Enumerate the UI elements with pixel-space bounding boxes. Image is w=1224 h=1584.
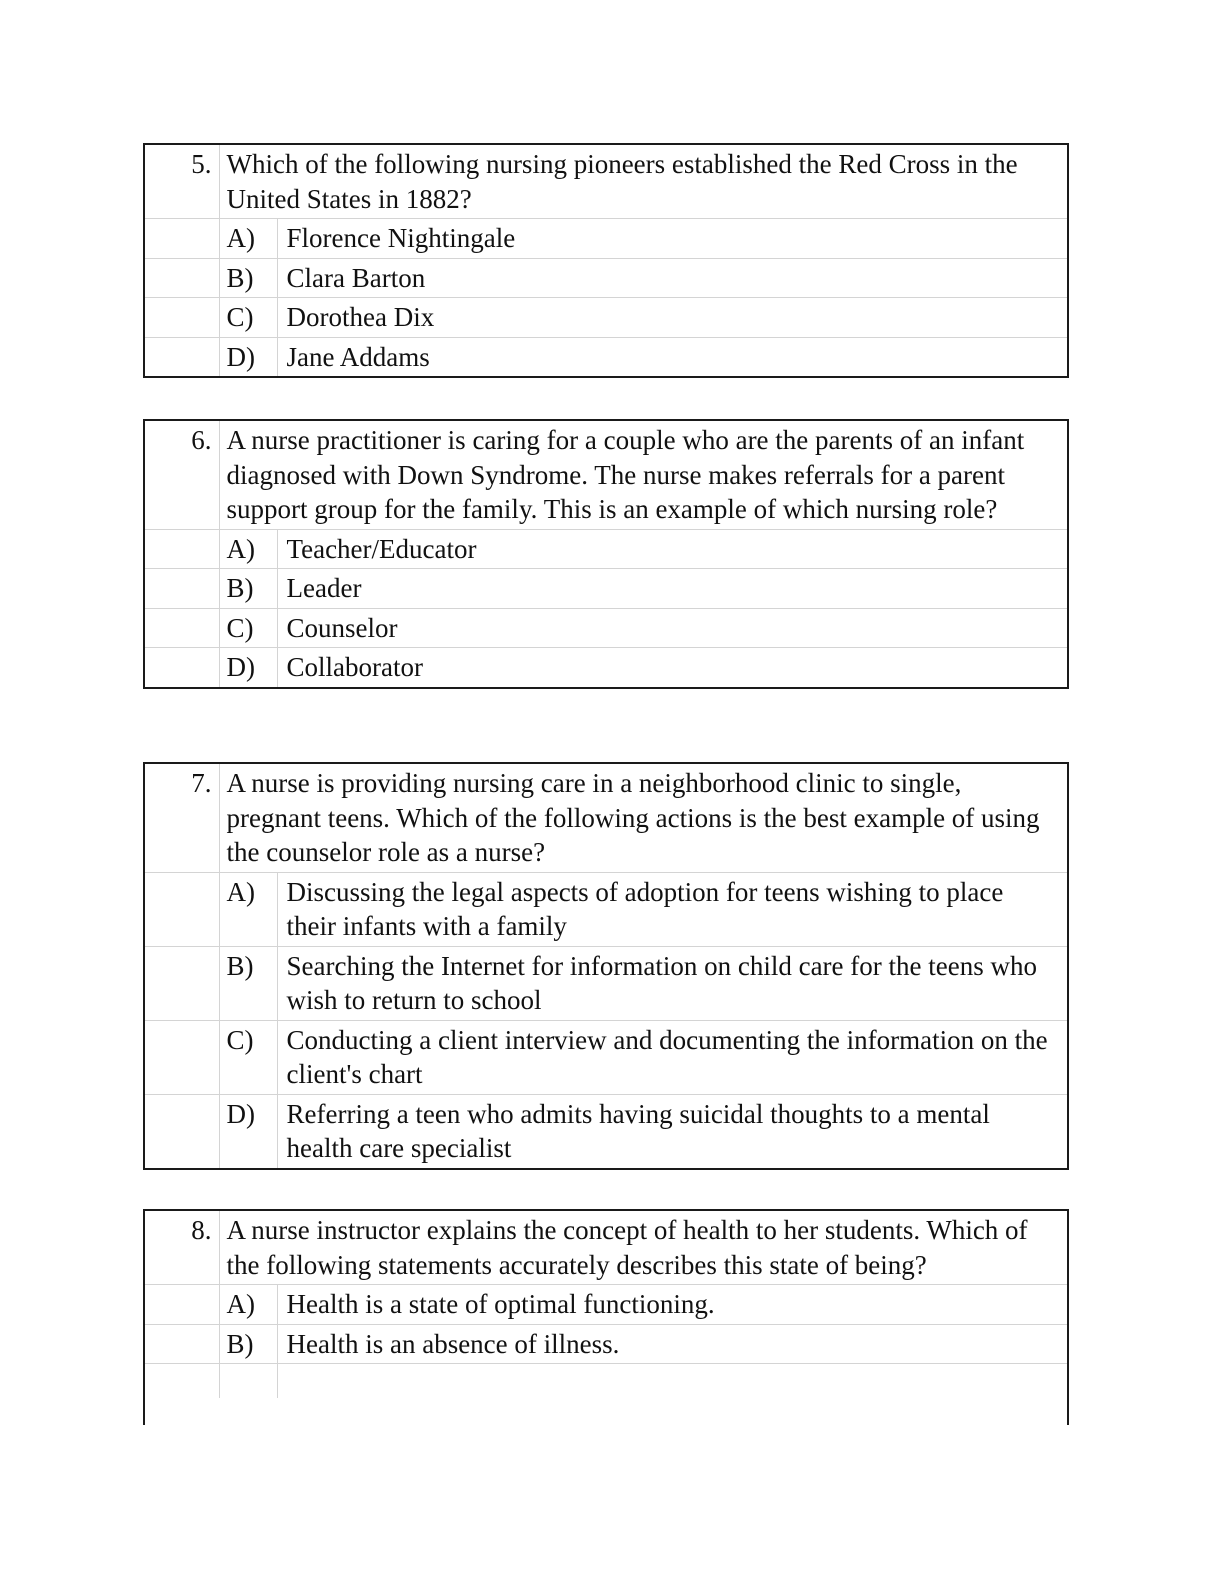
question-8 — [143, 1209, 1069, 1425]
option-letter: D) — [219, 648, 277, 687]
option-text: Conducting a client interview and documenting the information on the client's chart — [277, 1020, 1067, 1094]
question-stem-row — [145, 764, 1067, 872]
option-text: Searching the Internet for information on child care for the teens who wish to return to school — [277, 946, 1067, 1020]
question-table — [145, 1211, 1067, 1398]
answer-option-a[interactable] — [145, 219, 1067, 259]
option-text: Dorothea Dix — [277, 298, 1067, 338]
question-stem: A nurse is providing nursing care in a neighborhood clinic to single, pregnant teens. Which of the following actions is the best example of using the counselor role as a nurse? — [226, 768, 1040, 867]
option-letter: B) — [219, 946, 277, 1020]
option-letter: B) — [219, 1324, 277, 1364]
question-stem-row — [145, 421, 1067, 529]
answer-option-d[interactable] — [145, 337, 1067, 376]
option-letter: A) — [219, 1285, 277, 1325]
option-text: Discussing the legal aspects of adoption for teens wishing to place their infants with a family — [277, 872, 1067, 946]
question-number: 6. — [145, 421, 219, 529]
question-number: 5. — [145, 145, 219, 219]
answer-option-c[interactable] — [145, 1020, 1067, 1094]
continued-row — [145, 1364, 1067, 1399]
answer-option-d[interactable] — [145, 648, 1067, 687]
answer-option-c[interactable] — [145, 608, 1067, 648]
option-letter: A) — [219, 529, 277, 569]
question-table — [145, 421, 1067, 687]
option-letter: C) — [219, 1020, 277, 1094]
option-letter: D) — [219, 337, 277, 376]
option-letter: C) — [219, 608, 277, 648]
question-stem-row — [145, 1211, 1067, 1285]
option-text: Leader — [277, 569, 1067, 609]
question-6 — [143, 419, 1069, 689]
option-letter: A) — [219, 872, 277, 946]
option-text: Collaborator — [277, 648, 1067, 687]
question-7 — [143, 762, 1069, 1170]
option-text: Clara Barton — [277, 258, 1067, 298]
question-5 — [143, 143, 1069, 378]
answer-option-b[interactable] — [145, 258, 1067, 298]
option-letter: C) — [219, 298, 277, 338]
option-text: Counselor — [277, 608, 1067, 648]
option-text: Referring a teen who admits having suicidal thoughts to a mental health care specialist — [277, 1094, 1067, 1168]
question-table — [145, 145, 1067, 376]
question-stem: A nurse practitioner is caring for a couple who are the parents of an infant diagnosed with Down Syndrome. The nurse makes referrals for a parent support group for the family. This is an example of which nursing role? — [226, 425, 1025, 524]
option-letter: B) — [219, 258, 277, 298]
question-stem-row — [145, 145, 1067, 219]
option-letter: B) — [219, 569, 277, 609]
answer-option-a[interactable] — [145, 1285, 1067, 1325]
answer-option-b[interactable] — [145, 946, 1067, 1020]
answer-option-d[interactable] — [145, 1094, 1067, 1168]
question-stem: Which of the following nursing pioneers established the Red Cross in the United States in 1882? — [226, 149, 1018, 214]
answer-option-a[interactable] — [145, 872, 1067, 946]
answer-option-c[interactable] — [145, 298, 1067, 338]
option-text: Florence Nightingale — [277, 219, 1067, 259]
option-letter: A) — [219, 219, 277, 259]
question-number: 7. — [145, 764, 219, 872]
answer-option-a[interactable] — [145, 529, 1067, 569]
option-text: Teacher/Educator — [277, 529, 1067, 569]
option-text: Health is an absence of illness. — [277, 1324, 1067, 1364]
option-letter: D) — [219, 1094, 277, 1168]
question-stem: A nurse instructor explains the concept of health to her students. Which of the following statements accurately describes this state of being? — [226, 1215, 1028, 1280]
question-table — [145, 764, 1067, 1168]
answer-option-b[interactable] — [145, 569, 1067, 609]
option-text: Jane Addams — [277, 337, 1067, 376]
question-number: 8. — [145, 1211, 219, 1285]
option-text: Health is a state of optimal functioning. — [277, 1285, 1067, 1325]
answer-option-b[interactable] — [145, 1324, 1067, 1364]
